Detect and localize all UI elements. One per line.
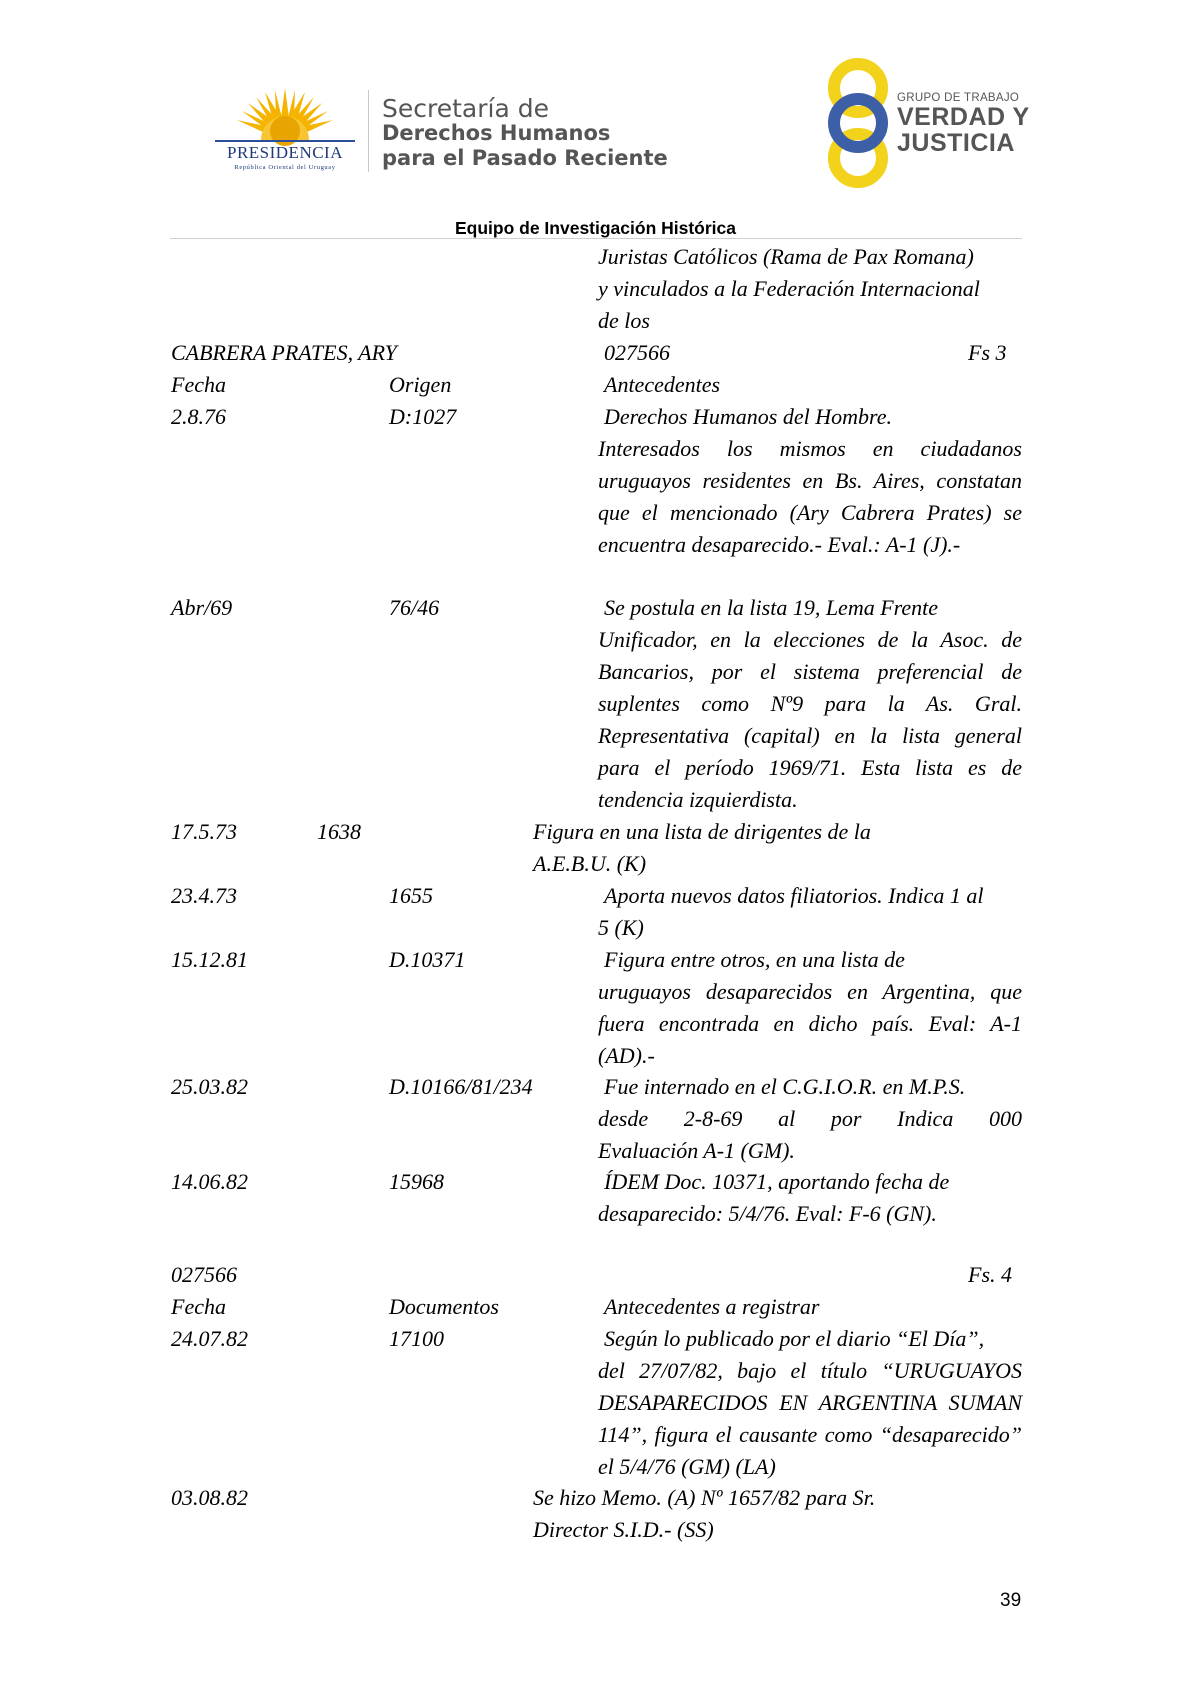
secretaria-line-2: Derechos Humanos — [382, 121, 611, 145]
entry-description-justified: desde 2-8-69 al por Indica 000 — [598, 1106, 1022, 1131]
column-header-date: Fecha — [171, 372, 226, 397]
continuation-line: y vinculados a la Federación Internacional — [598, 276, 980, 301]
gtvj-line-1: VERDAD Y — [897, 103, 1030, 131]
page-number: 39 — [1000, 1590, 1022, 1611]
entry-first-line: Según lo publicado por el diario “El Día”, — [604, 1326, 985, 1351]
column-header-documents: Documentos — [389, 1294, 499, 1319]
column-header-date: Fecha — [171, 1294, 226, 1319]
entry-description: del 27/07/82, bajo el título “URUGUAYOS DESAPARECIDOS EN ARGENTINA SUMAN 114”, figura el causante como “desaparecido” el 5/4/76 (GM) (LA) — [598, 1358, 1022, 1479]
entry-description: desaparecido: 5/4/76. Eval: F-6 (GN). — [598, 1201, 937, 1226]
entry-description: uruguayos desaparecidos en Argentina, que fuera encontrada en dicho país. Eval: A-1 (AD).- — [598, 979, 1022, 1068]
column-header-origin: Origen — [389, 372, 452, 397]
header-divider — [368, 90, 369, 172]
entry-origin: 76/46 — [389, 595, 440, 620]
entry-origin: D.10166/81/234 — [389, 1074, 533, 1099]
subject-name: CABRERA PRATES, ARY — [171, 340, 397, 365]
presidencia-name: PRESIDENCIA — [226, 143, 343, 162]
entry-description: Interesados los mismos en ciudadanos uruguayos residentes en Bs. Aires, constatan que el mencionado (Ary Cabrera Prates) se encuentra desaparecido.- Eval.: A-1 (J).- — [598, 436, 1022, 557]
header-rule — [170, 238, 1022, 239]
entry-origin: 17100 — [389, 1326, 444, 1351]
entry-description: A.E.B.U. (K) — [533, 851, 647, 876]
record-number: 027566 — [604, 340, 670, 365]
entry-origin: D.10371 — [389, 947, 466, 972]
presidencia-underline — [215, 140, 355, 142]
secretaria-line-1: Secretaría de — [382, 94, 549, 123]
entry-date: 24.07.82 — [171, 1326, 248, 1351]
presidencia-subtitle: República Oriental del Uruguay — [234, 164, 336, 171]
entry-first-line: Se postula en la lista 19, Lema Frente — [604, 595, 939, 620]
entry-description: Director S.I.D.- (SS) — [533, 1517, 714, 1542]
entry-description: Evaluación A-1 (GM). — [598, 1138, 795, 1163]
entry-date: 03.08.82 — [171, 1485, 248, 1510]
page-header — [0, 0, 1191, 210]
gtvj-line-2: JUSTICIA — [897, 129, 1015, 157]
entry-date: 2.8.76 — [171, 404, 226, 429]
verdad-justicia-rings-logo-icon — [818, 58, 898, 188]
entry-date: 23.4.73 — [171, 883, 237, 908]
folio-label: Fs. 4 — [968, 1262, 1012, 1287]
entry-origin: 1638 — [317, 819, 361, 844]
entry-origin: 15968 — [389, 1169, 444, 1194]
column-header-antecedents: Antecedentes a registrar — [604, 1294, 820, 1319]
entry-description: 5 (K) — [598, 915, 644, 940]
secretaria-title — [382, 96, 668, 171]
entry-description: Unificador, en la elecciones de la Asoc. de Bancarios, por el sistema preferencial de suplentes como Nº9 para la As. Gral. Representativa (capital) en la lista general para el período 1969/71. Esta lista es de tendencia izquierdista. — [598, 627, 1022, 812]
team-title: Equipo de Investigación Histórica — [454, 218, 737, 238]
entry-first-line: ÍDEM Doc. 10371, aportando fecha de — [604, 1169, 950, 1194]
entry-first-line: Aporta nuevos datos filiatorios. Indica 1 al — [604, 883, 984, 908]
entry-first-line: Se hizo Memo. (A) Nº 1657/82 para Sr. — [533, 1485, 876, 1510]
column-header-antecedents: Antecedentes — [604, 372, 721, 397]
entry-first-line: Derechos Humanos del Hombre. — [604, 404, 892, 429]
gtvj-small-text: GRUPO DE TRABAJO — [897, 92, 1020, 104]
entry-origin: D:1027 — [389, 404, 457, 429]
secretaria-line-3: para el Pasado Reciente — [382, 146, 668, 170]
continuation-line: Juristas Católicos (Rama de Pax Romana) — [598, 244, 974, 269]
presidencia-sun-logo-icon — [200, 78, 370, 178]
entry-date: 14.06.82 — [171, 1169, 248, 1194]
entry-date: 25.03.82 — [171, 1074, 248, 1099]
verdad-justicia-wordmark — [897, 92, 1030, 156]
entry-date: 15.12.81 — [171, 947, 248, 972]
entry-origin: 1655 — [389, 883, 433, 908]
entry-first-line: Figura en una lista de dirigentes de la — [533, 819, 871, 844]
entry-first-line: Figura entre otros, en una lista de — [604, 947, 905, 972]
entry-date: Abr/69 — [171, 595, 233, 620]
folio-label: Fs 3 — [968, 340, 1007, 365]
continuation-line: de los — [598, 308, 650, 333]
entry-date: 17.5.73 — [171, 819, 237, 844]
entry-first-line: Fue internado en el C.G.I.O.R. en M.P.S. — [604, 1074, 966, 1099]
record-number: 027566 — [171, 1262, 237, 1287]
